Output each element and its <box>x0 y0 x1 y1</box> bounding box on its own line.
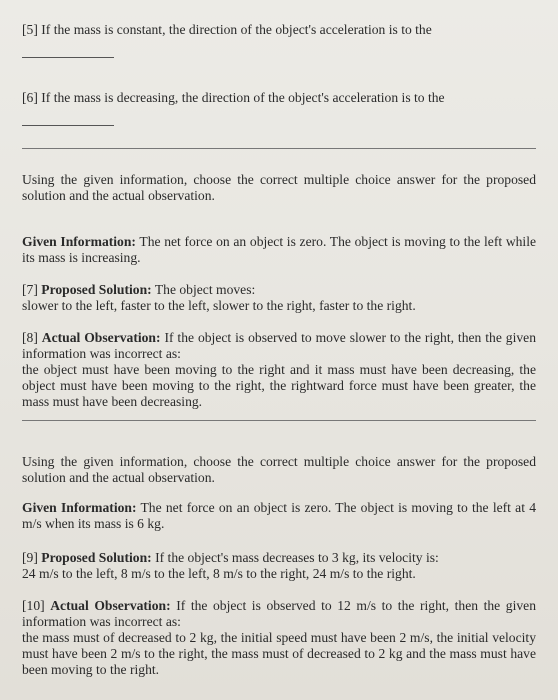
section-divider <box>22 148 536 149</box>
section-divider <box>22 420 536 421</box>
question-10-text: If the object is observed to 12 m/s to the right, then the given information was incorrect as: <box>22 598 536 629</box>
given-information-1-label: Given Information: <box>22 234 136 249</box>
question-8-number: [8] <box>22 330 38 345</box>
instructions-1: Using the given information, choose the correct multiple choice answer for the proposed solution and the actual observation. <box>22 172 536 203</box>
question-6-number: [6] <box>22 90 38 105</box>
given-information-2-text: The net force on an object is zero. The object is moving to the left at 4 m/s when its mass is 6 kg. <box>22 500 537 531</box>
question-5-number: [5] <box>22 22 38 37</box>
question-10 <box>22 598 536 678</box>
question-7-number: [7] <box>22 282 38 297</box>
question-7-label: Proposed Solution: <box>41 282 152 297</box>
question-10-label: Actual Observation: <box>50 598 171 613</box>
given-information-2-label: Given Information: <box>22 500 137 515</box>
question-8-label: Actual Observation: <box>41 330 161 345</box>
given-information-2 <box>22 500 536 532</box>
question-9-label: Proposed Solution: <box>41 550 152 565</box>
instructions-2: Using the given information, choose the correct multiple choice answer for the proposed solution and the actual observation. <box>22 454 536 485</box>
question-5 <box>22 22 536 58</box>
question-9-options: 24 m/s to the left, 8 m/s to the left, 8 m/s to the right, 24 m/s to the right. <box>22 566 416 581</box>
question-5-answer-blank[interactable] <box>22 56 114 58</box>
question-6-answer-blank[interactable] <box>22 124 114 126</box>
question-7-options: slower to the left, faster to the left, slower to the right, faster to the right. <box>22 298 416 313</box>
question-6-text: If the mass is decreasing, the direction of the object's acceleration is to the <box>41 90 445 105</box>
question-9-number: [9] <box>22 550 38 565</box>
question-9 <box>22 550 536 582</box>
question-7 <box>22 282 536 314</box>
given-information-1 <box>22 234 536 266</box>
question-8 <box>22 330 536 410</box>
question-5-text: If the mass is constant, the direction of the object's acceleration is to the <box>41 22 432 37</box>
question-8-text: If the object is observed to move slower to the right, then the given information was incorrect as: <box>22 330 536 361</box>
question-10-number: [10] <box>22 598 45 613</box>
question-8-options: the object must have been moving to the right and it mass must have been decreasing, the object must have been moving to the right, the rightward force must have been greater, the mass must have been decreasing. <box>22 362 536 409</box>
question-6 <box>22 90 536 126</box>
question-10-options: the mass must of decreased to 2 kg, the initial speed must have been 2 m/s, the initial velocity must have been 2 m/s to the right, the mass must of decreased to 2 kg and the mass must have been moving to the right. <box>22 630 536 677</box>
given-information-1-text: The net force on an object is zero. The object is moving to the left while its mass is increasing. <box>22 234 537 265</box>
question-9-text: If the object's mass decreases to 3 kg, its velocity is: <box>155 550 439 565</box>
question-7-text: The object moves: <box>154 282 256 297</box>
